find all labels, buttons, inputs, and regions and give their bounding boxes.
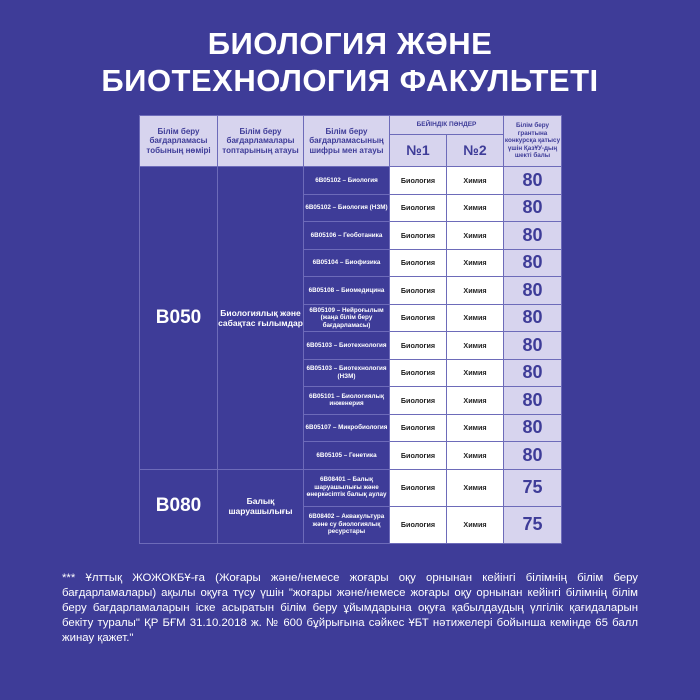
threshold-score: 80 xyxy=(504,222,562,250)
header-subject-1: №1 xyxy=(390,135,447,167)
threshold-score: 80 xyxy=(504,332,562,360)
subject-1: Биология xyxy=(390,222,447,250)
footnote: *** Ұлттық ЖОЖОКБҰ-ға (Жоғары және/немесе жоғары оқу орнынан кейінгі білімнің білім беру бағдарламалары) ақылы оқуға түсу үшін "жоғары және/немесе жоғары оқу орнынан кейінгі білімнің білім беру бағдарламаларын іске асыратын білім беру ұйымдарына оқуға қабылдаудың үлгілік қағидаларын бекіту туралы" ҚР БҒМ 31.10.2018 ж. № 600 бұйрығына сәйкес ҰБТ нәтижелері бойынша кемінде 65 балл жинау қажет." xyxy=(62,572,638,644)
threshold-score: 75 xyxy=(504,469,562,506)
threshold-score: 80 xyxy=(504,387,562,415)
subject-2: Химия xyxy=(447,194,504,222)
header-profile-subjects: БЕЙІНДІК ПӘНДЕР xyxy=(390,116,504,135)
group-code: В050 xyxy=(140,167,218,470)
subject-2: Химия xyxy=(447,506,504,543)
program-name: 6В05104 – Биофизика xyxy=(304,249,390,277)
header-group-name: Білім беру бағдарламалары топтарының атауы xyxy=(218,116,304,167)
threshold-score: 80 xyxy=(504,442,562,470)
subject-2: Химия xyxy=(447,469,504,506)
subject-2: Химия xyxy=(447,277,504,305)
page-title-line-1: БИОЛОГИЯ ЖӘНЕ xyxy=(207,26,493,61)
header-subject-2: №2 xyxy=(447,135,504,167)
threshold-score: 80 xyxy=(504,194,562,222)
subject-1: Биология xyxy=(390,387,447,415)
subject-1: Биология xyxy=(390,277,447,305)
subject-2: Химия xyxy=(447,304,504,332)
subject-1: Биология xyxy=(390,167,447,195)
table-row xyxy=(140,167,562,195)
subject-1: Биология xyxy=(390,414,447,442)
threshold-score: 80 xyxy=(504,277,562,305)
program-name: 6В05109 – Нейроғылым (жаңа білім беру бағдарламасы) xyxy=(304,304,390,332)
program-name: 6В08402 – Аквакультура және су биологиялық ресурстары xyxy=(304,506,390,543)
group-name: Балық шаруашылығы xyxy=(218,469,304,543)
program-name: 6В05103 – Биотехнология (НЗМ) xyxy=(304,359,390,387)
subject-2: Химия xyxy=(447,167,504,195)
programs-table xyxy=(139,115,562,544)
program-name: 6В05108 – Биомедицина xyxy=(304,277,390,305)
threshold-score: 75 xyxy=(504,506,562,543)
threshold-score: 80 xyxy=(504,249,562,277)
page-title-line-2: БИОТЕХНОЛОГИЯ ФАКУЛЬТЕТІ xyxy=(101,63,599,98)
program-name: 6В05106 – Геоботаника xyxy=(304,222,390,250)
program-name: 6В08401 – Балық шаруашылығы және өнеркәсіптік балық аулау xyxy=(304,469,390,506)
subject-1: Биология xyxy=(390,332,447,360)
threshold-score: 80 xyxy=(504,359,562,387)
subject-2: Химия xyxy=(447,249,504,277)
program-name: 6В05101 – Биологиялық инженерия xyxy=(304,387,390,415)
header-score: Білім беру грантына конкурсқа қатысу үшін ҚазҰУ-дың шекті балы xyxy=(504,116,562,167)
subject-2: Химия xyxy=(447,442,504,470)
subject-2: Химия xyxy=(447,222,504,250)
subject-1: Биология xyxy=(390,194,447,222)
program-name: 6В05107 – Микробиология xyxy=(304,414,390,442)
subject-1: Биология xyxy=(390,506,447,543)
subject-2: Химия xyxy=(447,414,504,442)
program-name: 6В05105 – Генетика xyxy=(304,442,390,470)
table-row xyxy=(140,469,562,506)
header-program: Білім беру бағдарламасының шифры мен атауы xyxy=(304,116,390,167)
threshold-score: 80 xyxy=(504,414,562,442)
subject-1: Биология xyxy=(390,469,447,506)
subject-1: Биология xyxy=(390,359,447,387)
subject-1: Биология xyxy=(390,304,447,332)
subject-2: Химия xyxy=(447,387,504,415)
group-name: Биологиялық және сабақтас ғылымдар xyxy=(218,167,304,470)
subject-2: Химия xyxy=(447,332,504,360)
program-name: 6В05102 – Биология (НЗМ) xyxy=(304,194,390,222)
header-group-code: Білім беру бағдарламасы тобының нөмірі xyxy=(140,116,218,167)
program-name: 6В05102 – Биология xyxy=(304,167,390,195)
program-name: 6В05103 – Биотехнология xyxy=(304,332,390,360)
subject-2: Химия xyxy=(447,359,504,387)
subject-1: Биология xyxy=(390,442,447,470)
threshold-score: 80 xyxy=(504,304,562,332)
group-code: В080 xyxy=(140,469,218,543)
subject-1: Биология xyxy=(390,249,447,277)
threshold-score: 80 xyxy=(504,167,562,195)
